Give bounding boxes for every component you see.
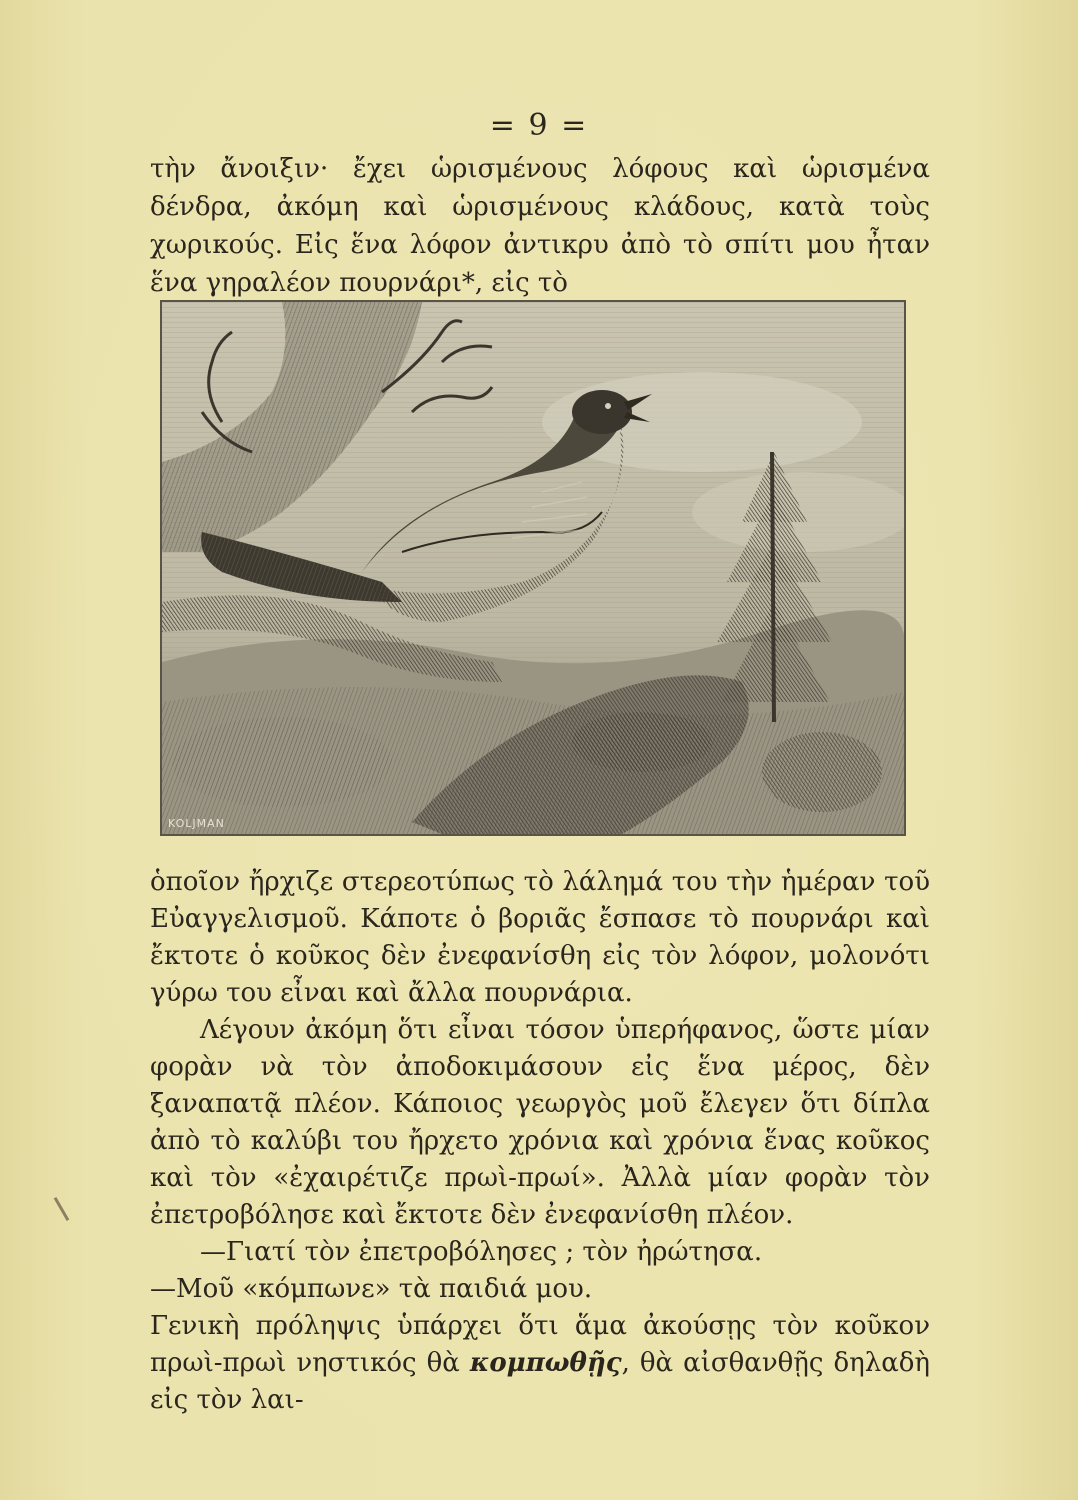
cuckoo-illustration (160, 300, 906, 836)
text-run: Γενικὴ πρόληψις ὑπάρχει ὅτι ἅμα ἀκούσῃς τὸν κοῦκον πρωὶ-πρωὶ νηστικός θὰ (150, 1311, 930, 1378)
paragraph (150, 1308, 930, 1419)
dialogue-line: —Γιατί τὸν ἐπετροβόλησες ; τὸν ἠρώτησα. (200, 1237, 763, 1267)
dialogue-line: —Μοῦ «κόμπωνε» τὰ παιδιά μου. (150, 1274, 593, 1304)
top-text-block (150, 150, 930, 302)
bottom-text-block (150, 864, 930, 1419)
paragraph: ὁποῖον ἤρχιζε στερεοτύπως τὸ λάλημά του τὴν ἡμέραν τοῦ Εὐαγγελισμοῦ. Κάποτε ὁ βοριᾶς ἔσπασε τὸ πουρνάρι καὶ ἔκτοτε ὁ κοῦκος δὲν ἐνεφανίσθη εἰς τὸν λόφον, μολονότι γύρω του εἶναι καὶ ἄλλα πουρνάρια. (150, 867, 930, 1008)
engraver-signature: KOLJMAN (168, 817, 225, 830)
page-number: = 9 = (489, 108, 589, 143)
engraving-bird-on-branch (162, 302, 904, 834)
paragraph: τὴν ἄνοιξιν· ἔχει ὡρισμένους λόφους καὶ ὡρισμένα δένδρα, ἀκόμη καὶ ὡρισμένους κλάδους, κατὰ τοὺς χωρικούς. Εἰς ἕνα λόφον ἀντικρυ ἀπὸ τὸ σπίτι μου ἦταν ἕνα γηραλέον πουρνάρι*, εἰς τὸ (150, 154, 930, 298)
margin-pencil-mark (54, 1197, 70, 1221)
paragraph: Λέγουν ἀκόμη ὅτι εἶναι τόσον ὑπερήφανος, ὥστε μίαν φορὰν νὰ τὸν ἀποδοκιμάσουν εἰς ἕνα μέρος, δὲν ξαναπατᾷ πλέον. Κάποιος γεωργὸς μοῦ ἔλεγεν ὅτι δίπλα ἀπὸ τὸ καλύβι του ἤρχετο χρόνια καὶ χρόνια ἕνας κοῦκος καὶ τὸν «ἐχαιρέτιζε πρωὶ-πρωί». Ἀλλὰ μίαν φορὰν τὸν ἐπετροβόλησε καὶ ἔκτοτε δὲν ἐνεφανίσθη πλέον. (150, 1015, 930, 1230)
emphasized-word: κομπωθῇς (469, 1348, 622, 1378)
text-run: , θὰ αἰσθανθῇς δηλαδὴ εἰς τὸν λαι- (150, 1348, 930, 1415)
